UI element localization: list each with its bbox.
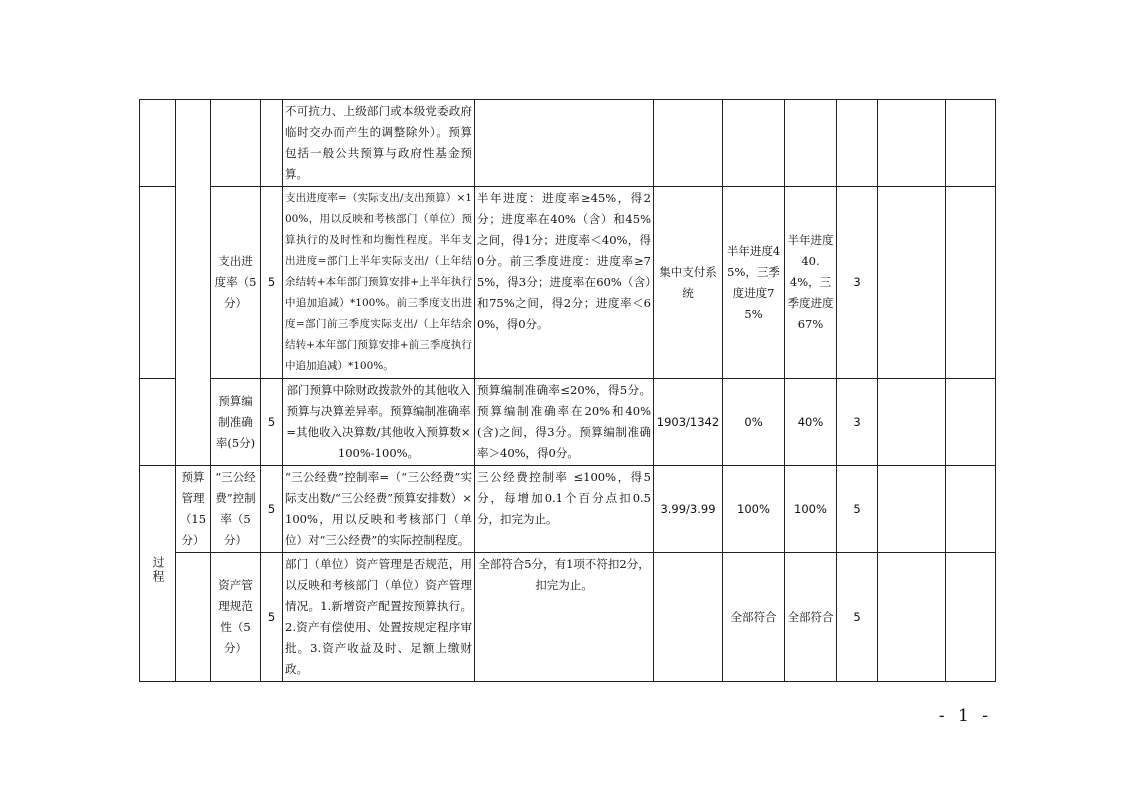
cell-extra-empty [946, 379, 996, 466]
table-row [140, 466, 996, 553]
cell-actual-value: 半年进度40.4%，三季度进度67% [785, 187, 837, 379]
cell-indicator: “三公经费”控制率（5分） [211, 466, 261, 553]
cell-score: 5 [837, 466, 878, 553]
cell-score: 5 [837, 553, 878, 682]
cell-extra-empty [946, 466, 996, 553]
cell-extra-empty [878, 466, 946, 553]
cell-extra-empty [946, 187, 996, 379]
cell-target-value: 0% [723, 379, 785, 466]
cell-target-value: 100% [723, 466, 785, 553]
cell-extra-empty [878, 553, 946, 682]
cell-extra-empty [946, 100, 996, 187]
cell-actual-value: 全部符合 [785, 553, 837, 682]
table-row [140, 379, 996, 466]
cell-description: 部门（单位）资产管理是否规范，用以反映和考核部门（单位）资产管理情况。1.新增资产配置按预算执行。2.资产有偿使用、处置按规定程序审批。3.资产收益及时、足额上缴财政。 [283, 553, 475, 682]
cell-actual-value: 100% [785, 466, 837, 553]
cell-extra-empty [946, 553, 996, 682]
cell-actual-value: 40% [785, 379, 837, 466]
cell-description: 部门预算中除财政拨款外的其他收入预算与决算差异率。预算编制准确率=其他收入决算数/其他收入预算数×100%-100%。 [283, 379, 475, 466]
cell-target-value: 全部符合 [723, 553, 785, 682]
cell-indicator: 支出进度率（5分） [211, 187, 261, 379]
cell-target-value: 半年进度45%，三季度进度75% [723, 187, 785, 379]
cell-standard-empty [475, 100, 654, 187]
cell-data-source: 1903/1342 [654, 379, 723, 466]
cell-standard: 全部符合5分，有1项不符扣2分，扣完为止。 [475, 553, 654, 682]
cell-extra-empty [878, 379, 946, 466]
cell-level1-empty [140, 379, 176, 466]
cell-weight: 5 [261, 553, 283, 682]
cell-weight: 5 [261, 187, 283, 379]
cell-extra-empty [878, 100, 946, 187]
cell-level1-empty [140, 100, 176, 187]
cell-data-source-empty [654, 553, 723, 682]
cell-description: 不可抗力、上级部门或本级党委政府临时交办而产生的调整除外）。预算包括一般公共预算与政府性基金预算。 [283, 100, 475, 187]
page-number: - 1 - [938, 706, 992, 726]
cell-score: 3 [837, 379, 878, 466]
cell-indicator: 预算编制准确率(5分) [211, 379, 261, 466]
cell-data-source: 集中支付系统 [654, 187, 723, 379]
table-row [140, 187, 996, 379]
cell-data-source: 3.99/3.99 [654, 466, 723, 553]
cell-description: 支出进度率=（实际支出/支出预算）×100%，用以反映和考核部门（单位）预算执行的及时性和均衡性程度。半年支出进度=部门上半年实际支出/（上年结余结转+本年部门预算安排+上半年执行中追加追减）*100%。前三季度支出进度=部门前三季度实际支出/（上年结余结转+本年部门预算安排+前三季度执行中追加追减）*100%。 [283, 187, 475, 379]
table-row [140, 553, 996, 682]
cell-indicator: 资产管理规范性（5分） [211, 553, 261, 682]
cell-weight: 5 [261, 379, 283, 466]
cell-description: “三公经费”控制率=（“三公经费”实际支出数/“三公经费”预算安排数）×100%，用以反映和考核部门（单位）对“三公经费”的实际控制程度。 [283, 466, 475, 553]
evaluation-table [139, 99, 996, 682]
cell-level2: 预算管理（15分） [176, 466, 211, 553]
cell-level1-empty [140, 187, 176, 379]
cell-weight-empty [261, 100, 283, 187]
cell-weight: 5 [261, 466, 283, 553]
cell-level2-empty [176, 100, 211, 466]
cell-level1: 过程 [140, 466, 176, 682]
cell-target-empty [723, 100, 785, 187]
table-row [140, 100, 996, 187]
cell-source-empty [654, 100, 723, 187]
cell-extra-empty [878, 187, 946, 379]
cell-indicator-empty [211, 100, 261, 187]
cell-score: 3 [837, 187, 878, 379]
cell-standard: 预算编制准确率≤20%，得5分。预算编制准确率在20%和40%(含)之间，得3分。预算编制准确率＞40%，得0分。 [475, 379, 654, 466]
cell-actual-empty [785, 100, 837, 187]
cell-score-empty [837, 100, 878, 187]
cell-standard: 半年进度：进度率≥45%，得2分；进度率在40%（含）和45%之间，得1分；进度率＜40%，得0分。前三季度进度：进度率≥75%，得3分；进度率在60%（含）和75%之间，得2分；进度率＜60%，得0分。 [475, 187, 654, 379]
cell-level2-empty [176, 553, 211, 682]
cell-standard: 三公经费控制率 ≤100%，得5分，每增加0.1个百分点扣0.5分，扣完为止。 [475, 466, 654, 553]
